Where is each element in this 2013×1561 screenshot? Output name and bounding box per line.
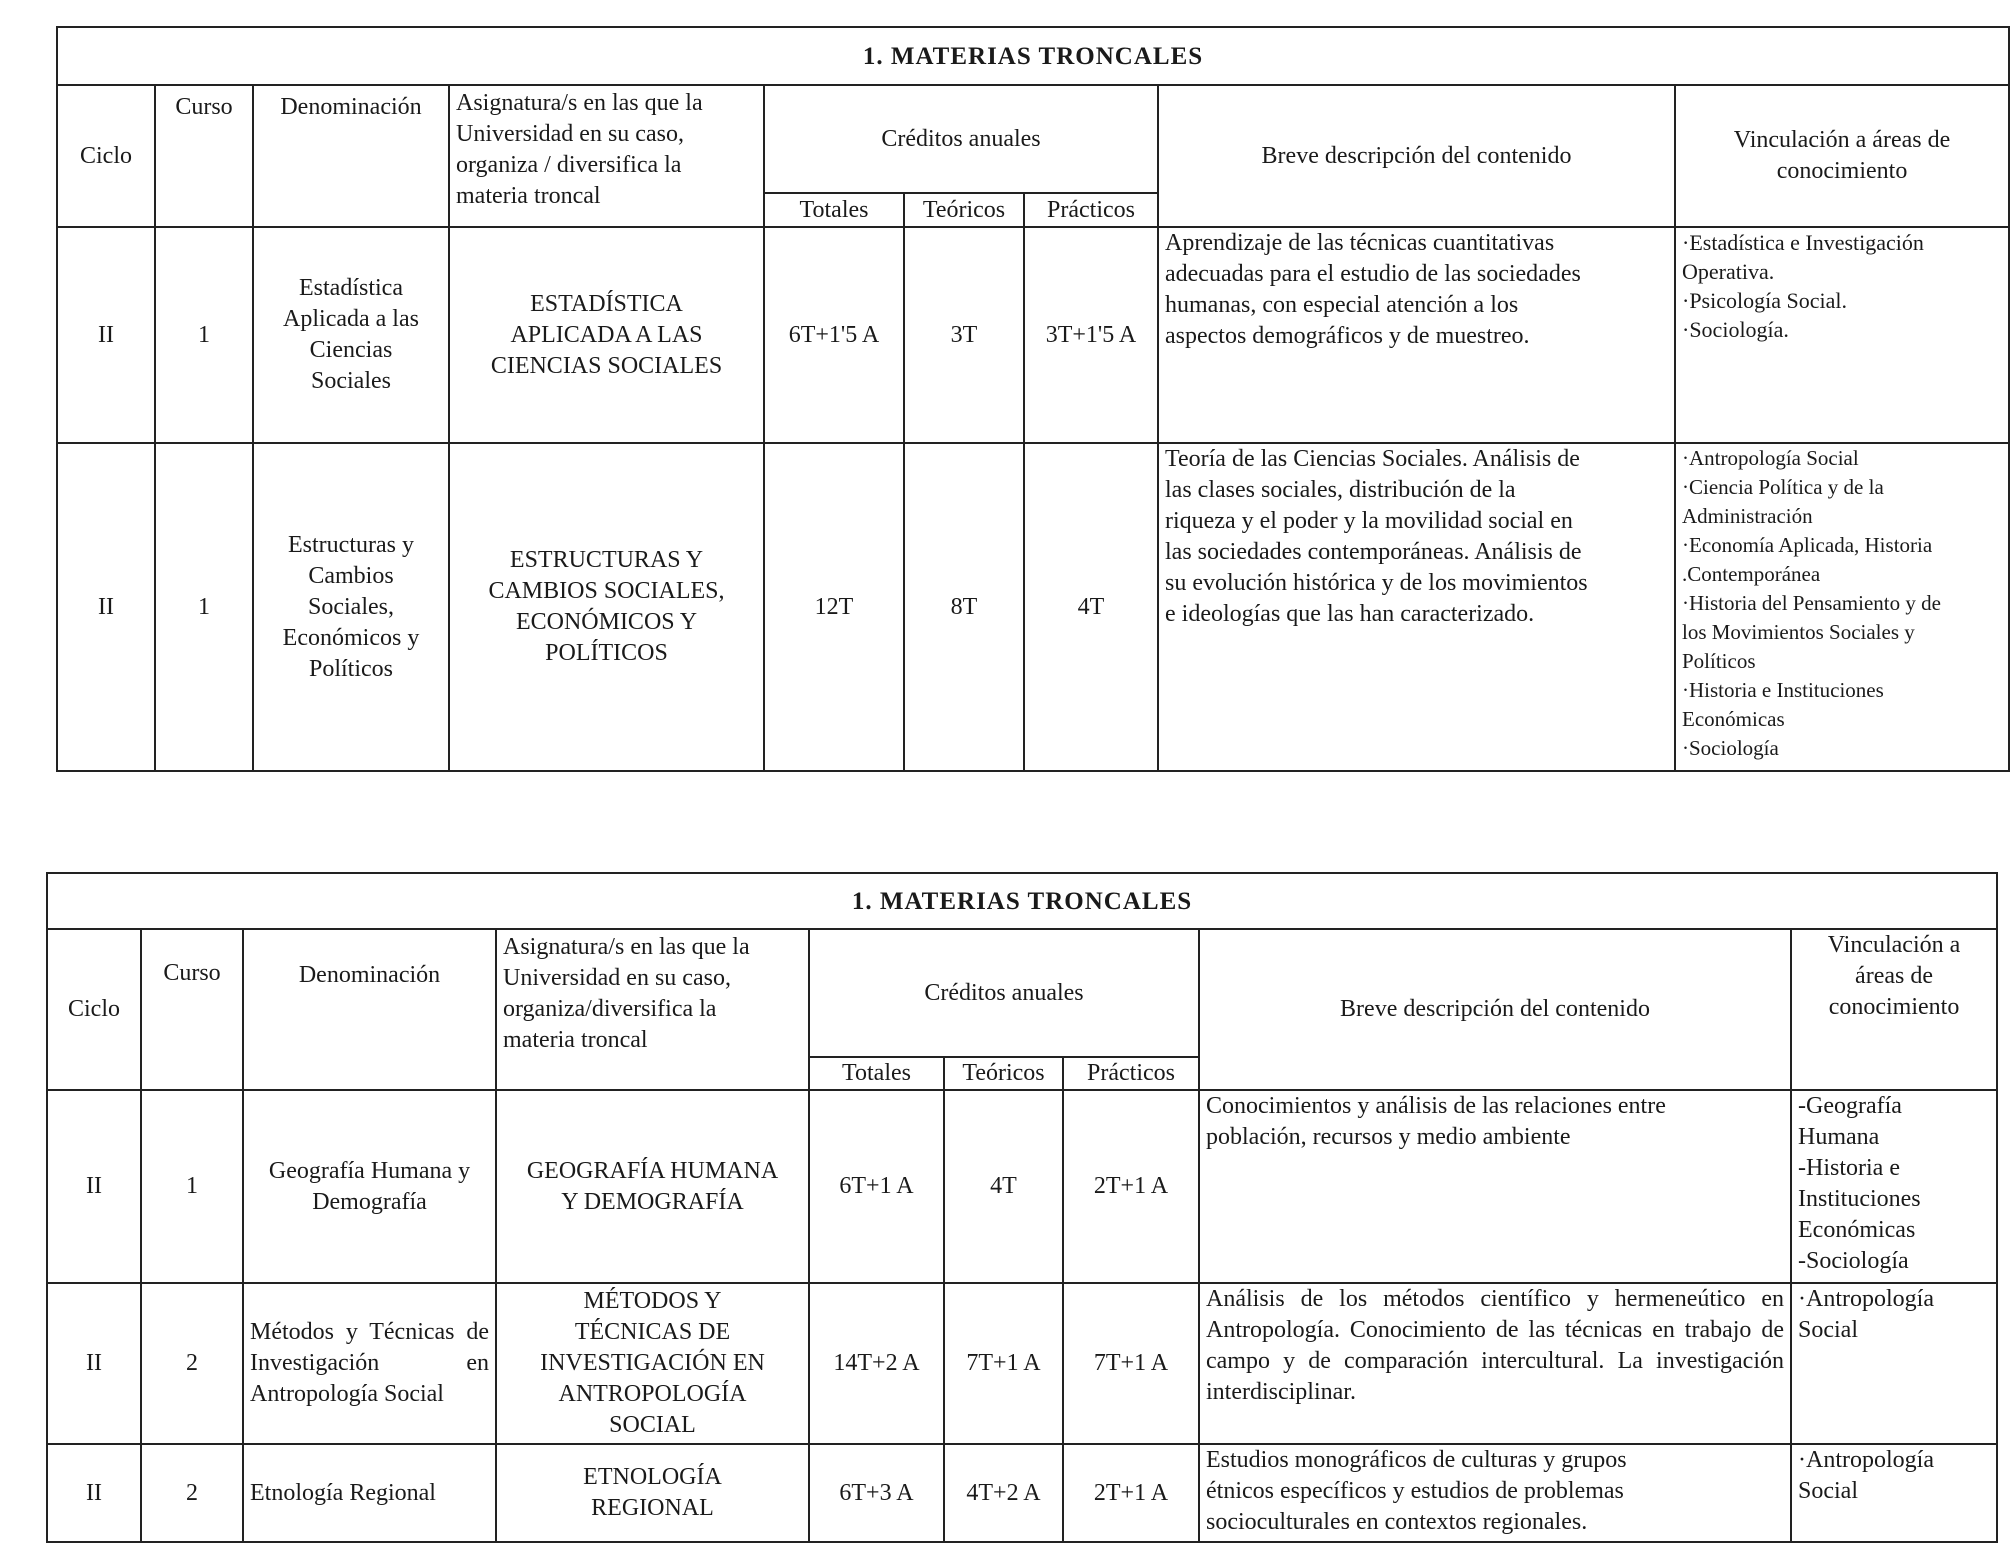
header-asignatura: Asignatura/s en las que la Universidad en su caso, organiza / diversifica la materia troncal [449, 85, 764, 227]
header-vinculacion: Vinculación a áreas de conocimiento [1791, 929, 1997, 1090]
header-curso: Curso [155, 85, 253, 227]
cell-practicos: 4T [1024, 443, 1158, 771]
header-practicos: Prácticos [1063, 1057, 1199, 1090]
cell-curso: 1 [155, 227, 253, 443]
header-creditos-anuales: Créditos anuales [809, 929, 1199, 1057]
cell-descripcion: Análisis de los métodos científico y hermeneútico en Antropología. Conocimiento de las técnicas en trabajo de campo y de comparación intercultural. La investigación interdisciplinar. [1199, 1283, 1791, 1444]
cell-vinculacion: -Geografía Humana -Historia e Instituciones Económicas -Sociología [1791, 1090, 1997, 1283]
table-row [47, 1283, 1997, 1444]
header-curso: Curso [141, 929, 243, 1090]
cell-asignatura: ESTRUCTURAS Y CAMBIOS SOCIALES, ECONÓMICOS Y POLÍTICOS [449, 443, 764, 771]
cell-descripcion: Aprendizaje de las técnicas cuantitativas adecuadas para el estudio de las sociedades humanas, con especial atención a los aspectos demográficos y de muestreo. [1158, 227, 1675, 443]
header-asignatura: Asignatura/s en las que la Universidad en su caso, organiza/diversifica la materia troncal [496, 929, 809, 1090]
cell-asignatura: MÉTODOS Y TÉCNICAS DE INVESTIGACIÓN EN ANTROPOLOGÍA SOCIAL [496, 1283, 809, 1444]
header-totales: Totales [764, 193, 904, 227]
cell-descripcion: Estudios monográficos de culturas y grupos étnicos específicos y estudios de problemas socioculturales en contextos regionales. [1199, 1444, 1791, 1542]
table-row [57, 227, 2009, 443]
header-teoricos: Teóricos [904, 193, 1024, 227]
cell-vinculacion: ·Antropología Social [1791, 1283, 1997, 1444]
cell-practicos: 2T+1 A [1063, 1444, 1199, 1542]
cell-totales: 6T+1'5 A [764, 227, 904, 443]
cell-practicos: 3T+1'5 A [1024, 227, 1158, 443]
cell-teoricos: 8T [904, 443, 1024, 771]
header-breve-descripcion: Breve descripción del contenido [1199, 929, 1791, 1090]
cell-teoricos: 4T [944, 1090, 1063, 1283]
cell-ciclo: II [57, 443, 155, 771]
cell-asignatura: GEOGRAFÍA HUMANA Y DEMOGRAFÍA [496, 1090, 809, 1283]
header-ciclo: Ciclo [47, 929, 141, 1090]
cell-asignatura: ESTADÍSTICA APLICADA A LAS CIENCIAS SOCIALES [449, 227, 764, 443]
header-teoricos: Teóricos [944, 1057, 1063, 1090]
table-row [47, 1090, 1997, 1283]
cell-totales: 12T [764, 443, 904, 771]
header-breve-descripcion: Breve descripción del contenido [1158, 85, 1675, 227]
cell-descripcion: Conocimientos y análisis de las relaciones entre población, recursos y medio ambiente [1199, 1090, 1791, 1283]
materias-troncales-table-1 [56, 26, 2010, 772]
cell-curso: 2 [141, 1283, 243, 1444]
cell-denominacion: Etnología Regional [243, 1444, 496, 1542]
cell-vinculacion: ·Antropología Social [1791, 1444, 1997, 1542]
cell-denominacion: Geografía Humana y Demografía [243, 1090, 496, 1283]
cell-asignatura: ETNOLOGÍA REGIONAL [496, 1444, 809, 1542]
materias-troncales-table-2 [46, 872, 1998, 1543]
cell-totales: 6T+1 A [809, 1090, 944, 1283]
table-row [57, 443, 2009, 771]
cell-ciclo: II [47, 1283, 141, 1444]
cell-denominacion: Estadística Aplicada a las Ciencias Sociales [253, 227, 449, 443]
header-denominacion: Denominación [243, 929, 496, 1090]
cell-totales: 6T+3 A [809, 1444, 944, 1542]
header-practicos: Prácticos [1024, 193, 1158, 227]
cell-curso: 1 [155, 443, 253, 771]
header-totales: Totales [809, 1057, 944, 1090]
cell-teoricos: 4T+2 A [944, 1444, 1063, 1542]
cell-descripcion: Teoría de las Ciencias Sociales. Análisis de las clases sociales, distribución de la riqueza y el poder y la movilidad social en las sociedades contemporáneas. Análisis de su evolución histórica y de los movimientos e ideologías que las han caracterizado. [1158, 443, 1675, 771]
cell-ciclo: II [47, 1090, 141, 1283]
cell-ciclo: II [57, 227, 155, 443]
table-row [47, 1444, 1997, 1542]
header-creditos-anuales: Créditos anuales [764, 85, 1158, 193]
header-ciclo: Ciclo [57, 85, 155, 227]
cell-curso: 2 [141, 1444, 243, 1542]
cell-denominacion: Métodos y Técnicas de Investigación en Antropología Social [243, 1283, 496, 1444]
cell-vinculacion: ·Antropología Social ·Ciencia Política y de la Administración ·Economía Aplicada, Historia .Contemporánea ·Historia del Pensamiento y de los Movimientos Sociales y Políticos ·Historia e Instituciones Económicas ·Sociología [1675, 443, 2009, 771]
cell-curso: 1 [141, 1090, 243, 1283]
cell-denominacion: Estructuras y Cambios Sociales, Económicos y Políticos [253, 443, 449, 771]
cell-totales: 14T+2 A [809, 1283, 944, 1444]
cell-practicos: 7T+1 A [1063, 1283, 1199, 1444]
cell-teoricos: 7T+1 A [944, 1283, 1063, 1444]
cell-vinculacion: ·Estadística e Investigación Operativa. ·Psicología Social. ·Sociología. [1675, 227, 2009, 443]
header-denominacion: Denominación [253, 85, 449, 227]
header-vinculacion: Vinculación a áreas de conocimiento [1675, 85, 2009, 227]
cell-teoricos: 3T [904, 227, 1024, 443]
cell-practicos: 2T+1 A [1063, 1090, 1199, 1283]
table-title: 1. MATERIAS TRONCALES [57, 27, 2009, 85]
cell-ciclo: II [47, 1444, 141, 1542]
table-title: 1. MATERIAS TRONCALES [47, 873, 1997, 929]
